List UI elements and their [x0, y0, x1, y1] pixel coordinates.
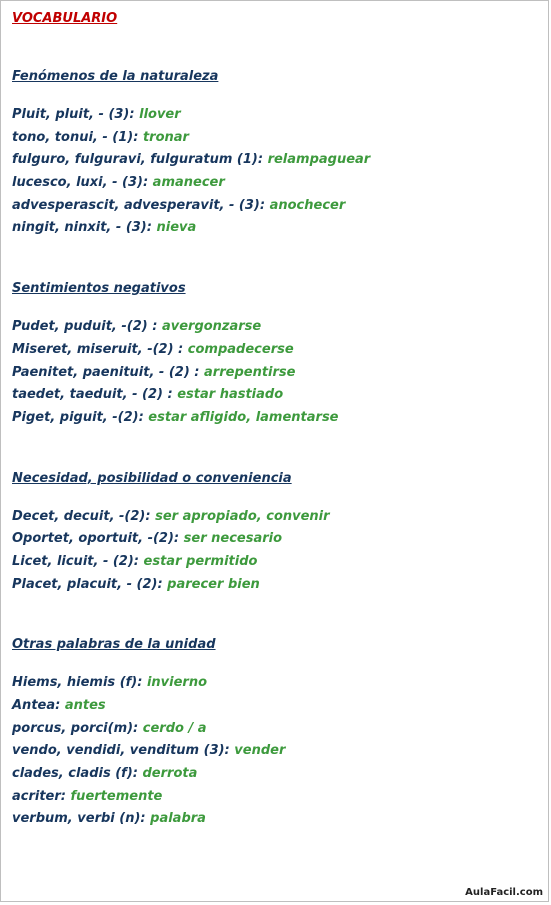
latin-term: clades, cladis (f): — [12, 766, 138, 782]
spanish-meaning: compadecerse — [187, 341, 294, 357]
latin-term: porcus, porci(m): — [12, 720, 139, 736]
latin-term: verbum, verbi (n): — [12, 811, 146, 827]
section-heading: Otras palabras de la unidad — [12, 637, 216, 653]
spanish-meaning: ser apropiado, convenir — [155, 508, 330, 524]
vocabulary-entry — [12, 384, 542, 407]
section-heading: Sentimientos negativos — [12, 281, 186, 297]
spanish-meaning: parecer bien — [167, 576, 260, 592]
spanish-meaning: llover — [139, 107, 181, 122]
aulafacil-watermark: AulaFacil.com — [465, 887, 543, 898]
vocabulary-entry — [12, 551, 542, 574]
spanish-meaning: anochecer — [269, 197, 346, 213]
latin-term: tono, tonui, - (1): — [12, 129, 139, 145]
vocabulary-section — [12, 636, 542, 831]
vocabulary-entry — [12, 217, 542, 240]
latin-term: acriter: — [12, 788, 66, 804]
vocabulary-entry — [12, 763, 542, 786]
vocabulary-entry — [12, 172, 542, 195]
spanish-meaning: nieva — [156, 220, 197, 236]
vocabulary-entry — [12, 149, 542, 172]
latin-term: Hiems, hiemis (f): — [12, 675, 143, 691]
latin-term: Paenitet, paenituit, - (2) : — [12, 364, 200, 380]
vocabulary-entry — [12, 316, 542, 339]
latin-term: Licet, licuit, - (2): — [12, 553, 139, 569]
latin-term: Antea: — [12, 698, 61, 713]
spanish-meaning: ser necesario — [183, 531, 283, 547]
spanish-meaning: avergonzarse — [161, 319, 262, 335]
section-heading: Necesidad, posibilidad o conveniencia — [12, 470, 292, 486]
spanish-meaning: derrota — [142, 766, 198, 782]
latin-term: taedet, taeduit, - (2) : — [12, 387, 173, 403]
page-title: VOCABULARIO — [12, 11, 118, 26]
spanish-meaning: relampaguear — [267, 152, 371, 168]
spanish-meaning: tronar — [142, 129, 189, 145]
vocabulary-entry — [12, 574, 542, 597]
spanish-meaning: amanecer — [152, 175, 225, 191]
spanish-meaning: estar afligido, lamentarse — [148, 409, 339, 425]
vocabulary-entry — [12, 808, 542, 831]
latin-term: Miseret, miseruit, -(2) : — [12, 341, 184, 357]
latin-term: ningit, ninxit, - (3): — [12, 220, 152, 236]
vocabulary-entry — [12, 195, 542, 218]
vocabulary-entry — [12, 740, 542, 763]
spanish-meaning: estar hastiado — [177, 387, 284, 403]
spanish-meaning: fuertemente — [70, 788, 163, 804]
latin-term: Piget, piguit, -(2): — [12, 409, 144, 425]
latin-term: advesperascit, advesperavit, - (3): — [12, 197, 266, 213]
vocabulary-section — [12, 68, 542, 240]
vocabulary-entry — [12, 407, 542, 430]
latin-term: Oportet, oportuit, -(2): — [12, 531, 180, 547]
section-heading: Fenómenos de la naturaleza — [12, 69, 219, 84]
vocabulary-entry — [12, 104, 542, 127]
spanish-meaning: palabra — [150, 811, 206, 827]
vocabulary-section — [12, 470, 542, 597]
vocabulary-entry — [12, 672, 542, 695]
vocabulary-entry — [12, 506, 542, 529]
spanish-meaning: estar permitido — [143, 553, 258, 569]
latin-term: Pudet, puduit, -(2) : — [12, 319, 158, 335]
latin-term: Placet, placuit, - (2): — [12, 576, 163, 592]
spanish-meaning: antes — [64, 698, 106, 713]
vocabulary-entry — [12, 718, 542, 741]
vocabulary-entry — [12, 695, 542, 718]
spanish-meaning: cerdo / a — [142, 720, 207, 736]
vocabulary-content — [12, 10, 542, 831]
spanish-meaning: vender — [234, 743, 286, 759]
latin-term: Pluit, pluit, - (3): — [12, 107, 135, 122]
latin-term: vendo, vendidi, venditum (3): — [12, 743, 230, 759]
vocabulary-sections — [12, 68, 542, 831]
vocabulary-entry — [12, 127, 542, 150]
vocabulary-entry — [12, 339, 542, 362]
latin-term: lucesco, luxi, - (3): — [12, 175, 149, 191]
vocabulary-entry — [12, 528, 542, 551]
spanish-meaning: invierno — [146, 675, 208, 691]
latin-term: fulguro, fulguravi, fulguratum (1): — [12, 152, 264, 168]
latin-term: Decet, decuit, -(2): — [12, 508, 151, 524]
vocabulary-entry — [12, 362, 542, 385]
vocabulary-entry — [12, 786, 542, 809]
vocabulary-section — [12, 280, 542, 429]
spanish-meaning: arrepentirse — [204, 364, 296, 380]
